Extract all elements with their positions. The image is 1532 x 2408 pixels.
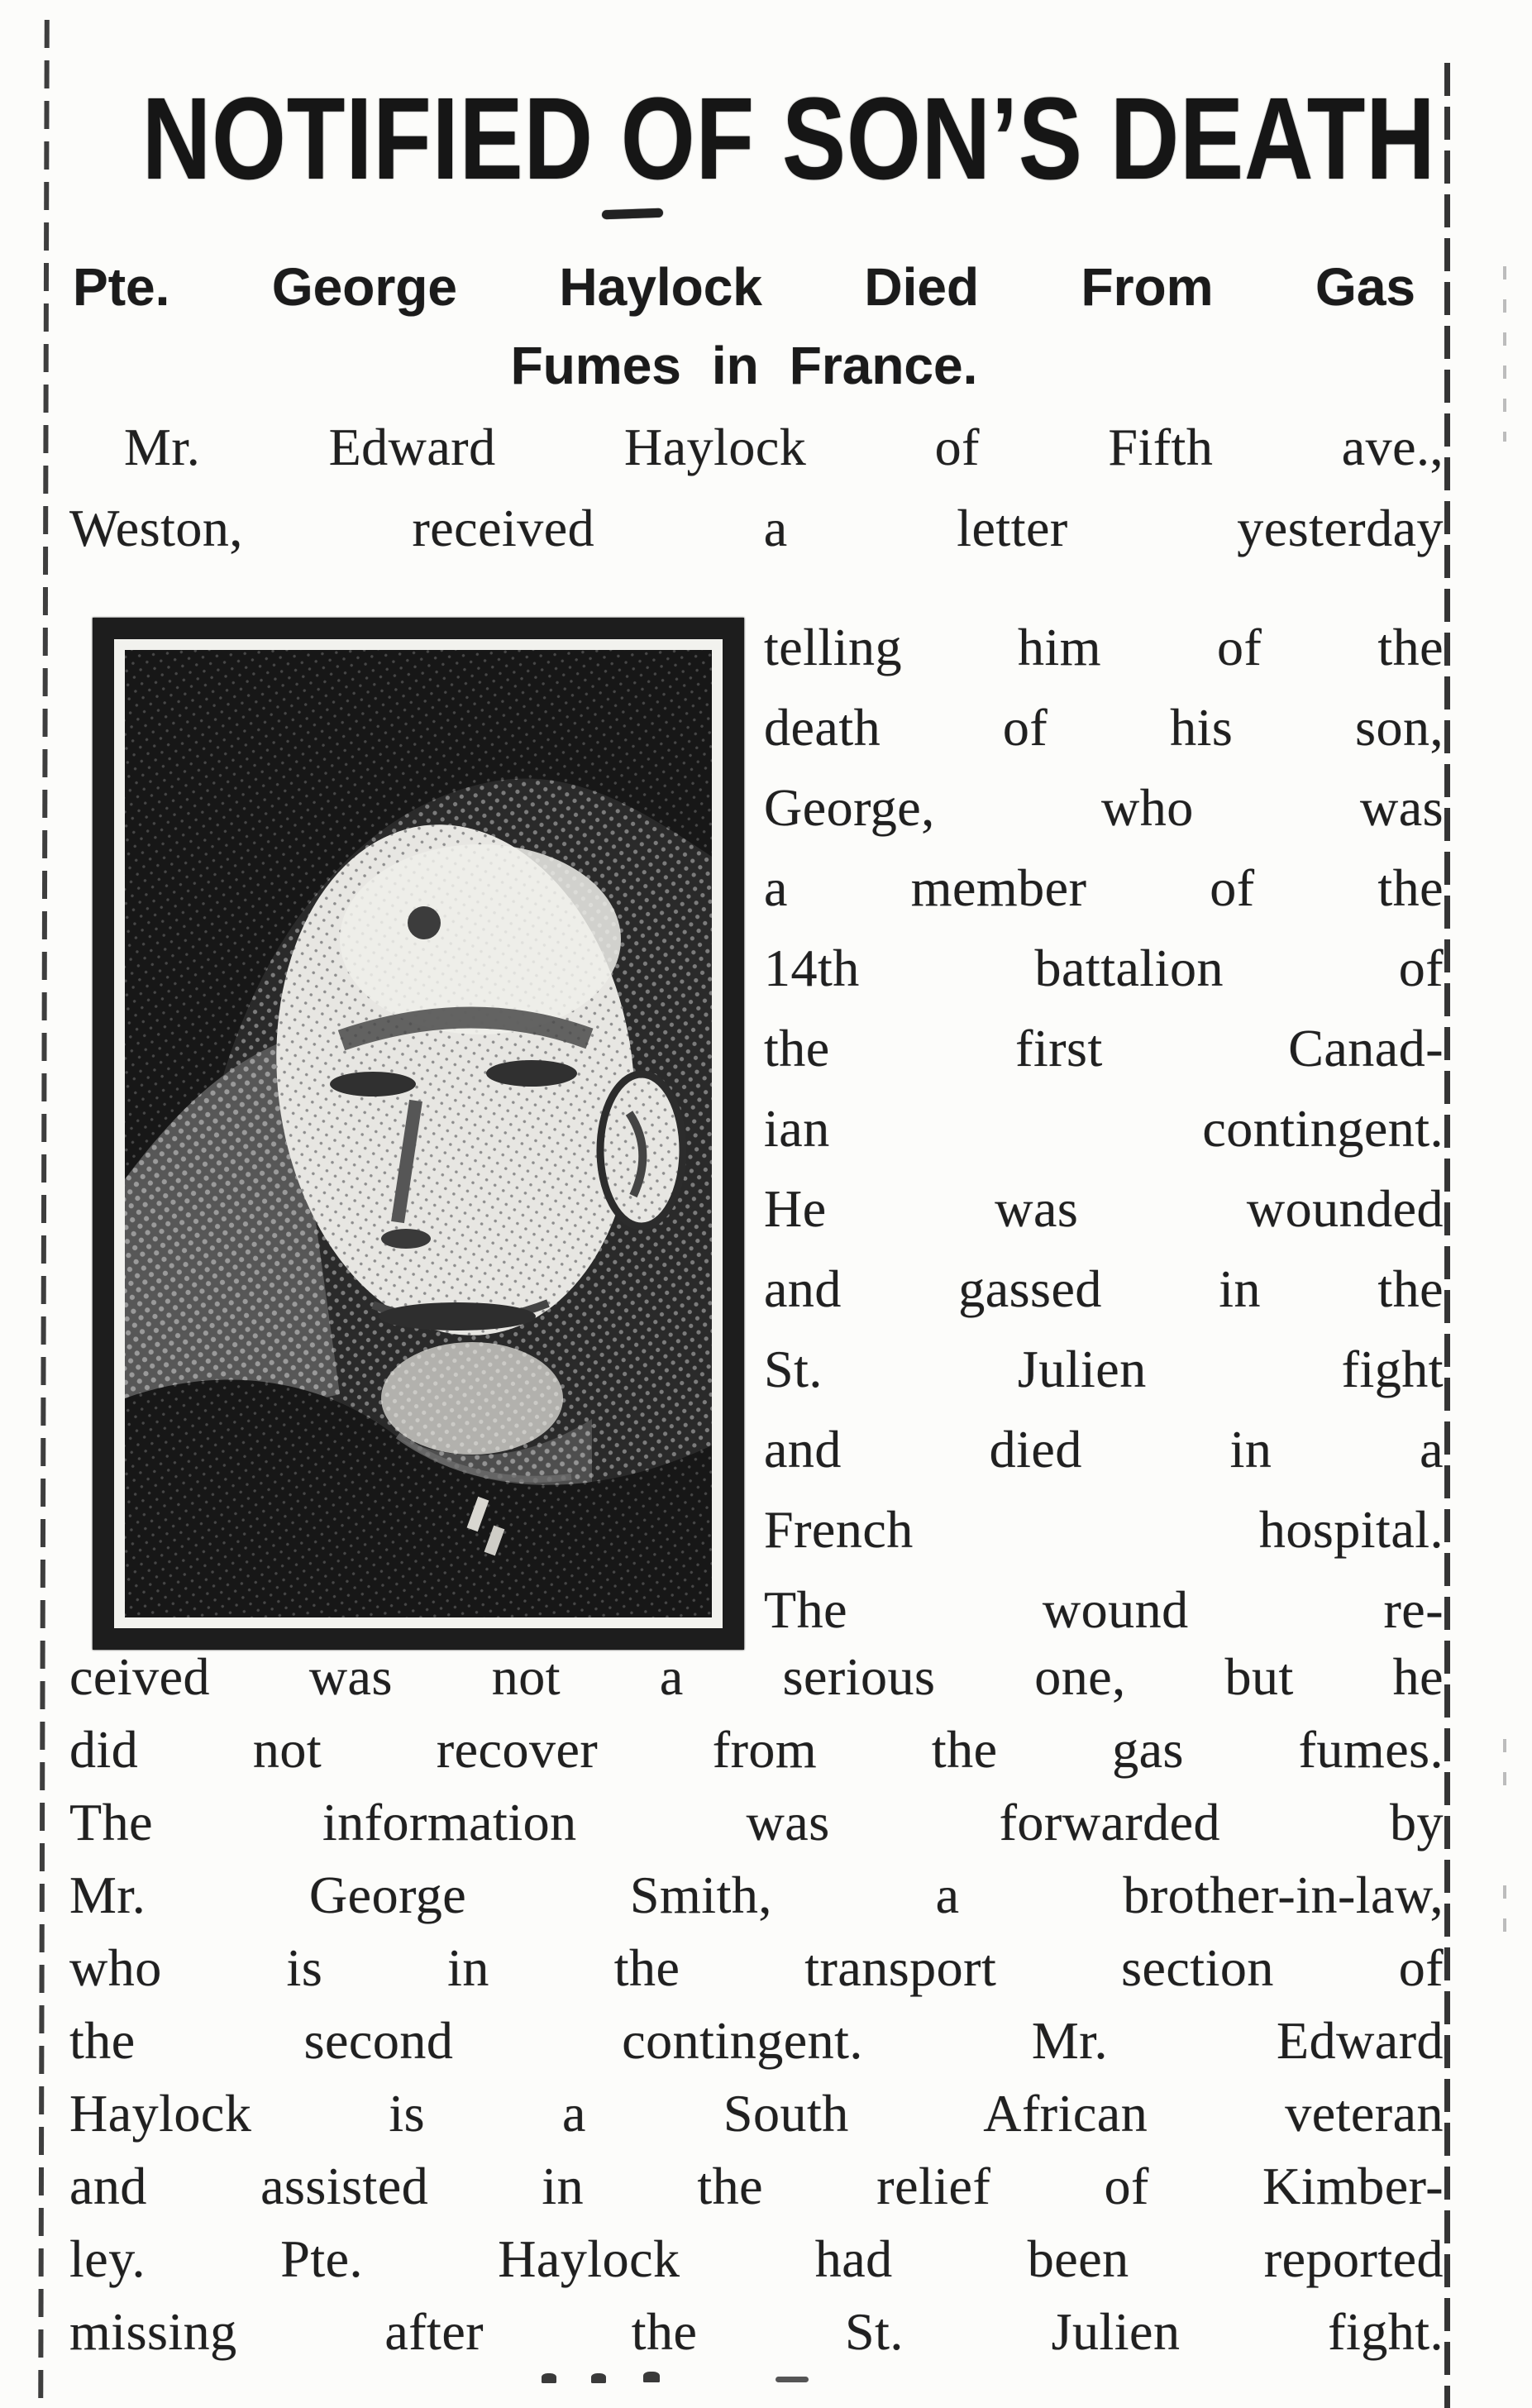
subhead-line-2: Fumes in France.	[510, 336, 978, 395]
body-block-lower	[69, 1641, 1444, 2368]
column-rule-right	[1444, 63, 1450, 2408]
body-line: Weston, received a letter yesterday	[69, 499, 1444, 557]
portrait-halftone-image	[125, 650, 712, 1617]
body-line: did not recover from the gas fumes.	[69, 1720, 1444, 1779]
body-line: and assisted in the relief of Kimber-	[69, 2157, 1444, 2215]
margin-mark	[1503, 1739, 1506, 1789]
body-line: who is in the transport section of	[69, 1938, 1444, 1997]
body-line: a member of the	[764, 858, 1444, 917]
headline: NOTIFIED OF SON’S DEATH	[141, 73, 1436, 203]
body-line: The information was forwarded by	[69, 1793, 1444, 1851]
column-rule-left	[38, 20, 50, 2408]
body-line: Haylock is a South African veteran	[69, 2084, 1444, 2143]
body-line: Mr. Edward Haylock of Fifth ave.,	[124, 418, 1444, 476]
body-line: and died in a	[764, 1420, 1444, 1479]
body-line: death of his son,	[764, 698, 1444, 757]
cutoff-glyph-tip	[776, 2377, 809, 2382]
body-line: telling him of the	[764, 618, 1444, 676]
body-line: missing after the St. Julien fight.	[69, 2302, 1444, 2361]
body-line: The wound re-	[764, 1580, 1444, 1639]
body-column-right	[764, 607, 1444, 1650]
headline-separator-dash	[602, 208, 663, 220]
body-line: the second contingent. Mr. Edward	[69, 2011, 1444, 2070]
cutoff-glyph-tip	[643, 2372, 660, 2382]
body-line: George, who was	[764, 778, 1444, 837]
portrait-photo-frame	[114, 639, 723, 1628]
body-line: and gassed in the	[764, 1259, 1444, 1318]
body-line: ceived was not a serious one, but he	[69, 1647, 1444, 1706]
body-line: 14th battalion of	[764, 939, 1444, 997]
cutoff-glyph-tip	[591, 2373, 606, 2383]
portrait-photo	[93, 618, 744, 1650]
body-line: Mr. George Smith, a brother-in-law,	[69, 1866, 1444, 1924]
headline-row	[0, 73, 1532, 203]
body-line: the first Canad-	[764, 1019, 1444, 1077]
cutoff-glyph-tip	[542, 2373, 556, 2383]
subheadline	[73, 248, 1415, 405]
margin-mark	[1503, 266, 1506, 442]
intro-paragraph	[69, 407, 1444, 569]
body-line: ian contingent.	[764, 1099, 1444, 1158]
body-line: French hospital.	[764, 1500, 1444, 1559]
margin-mark	[1503, 1885, 1506, 1932]
body-line: ley. Pte. Haylock had been reported	[69, 2229, 1444, 2288]
subhead-line-1: Pte. George Haylock Died From Gas	[73, 257, 1415, 317]
body-line: St. Julien fight	[764, 1340, 1444, 1398]
body-line: He was wounded	[764, 1179, 1444, 1238]
